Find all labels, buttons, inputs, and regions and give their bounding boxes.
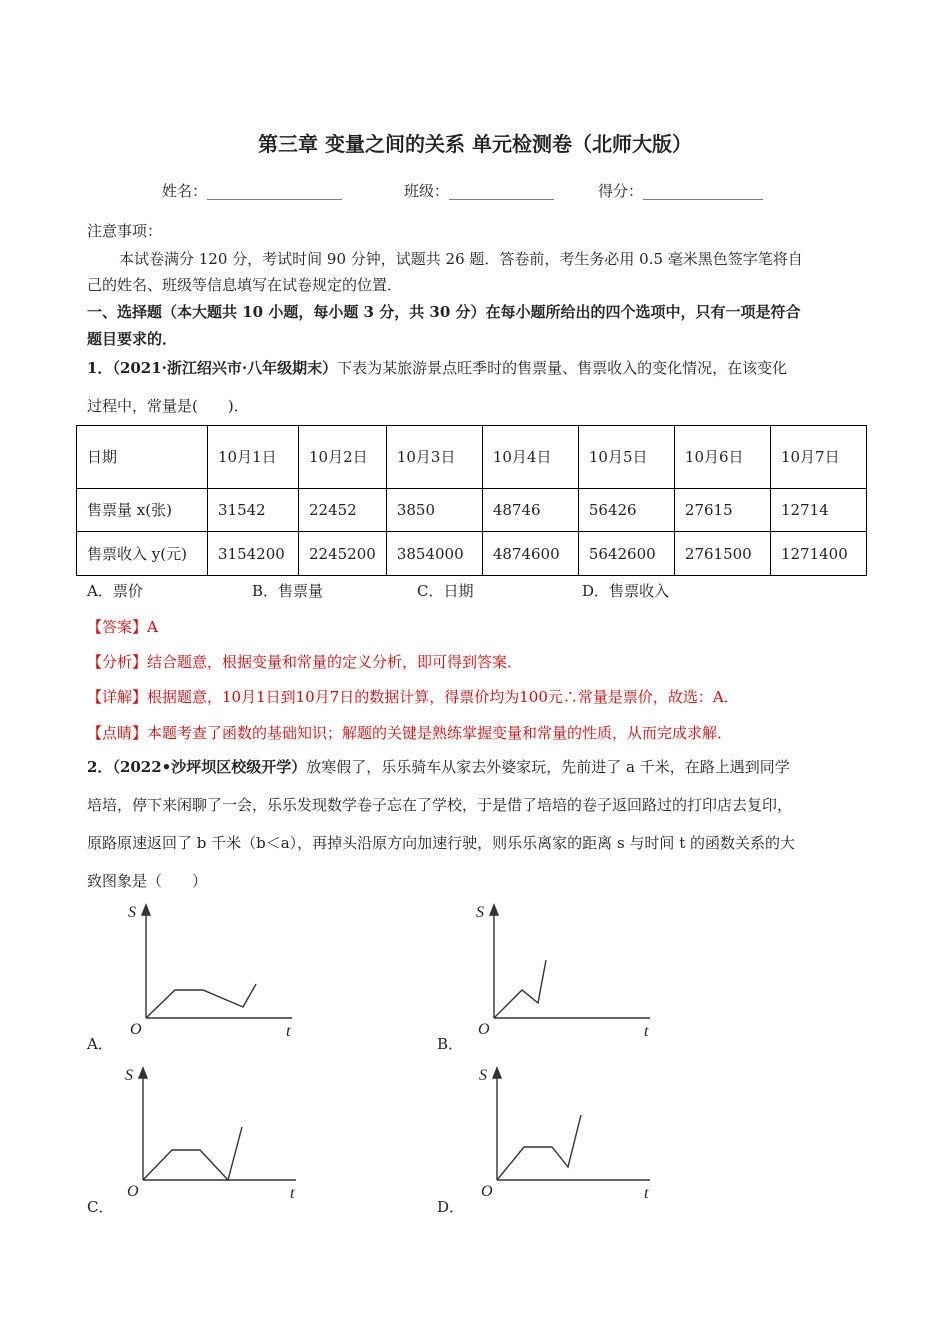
option-d: D．售票收入 (582, 582, 670, 600)
y-axis-label: S (128, 904, 136, 921)
origin-label: O (481, 1183, 493, 1200)
question-text: 放寒假了，乐乐骑车从家去外婆家玩，先前进了 a 千米，在路上遇到同学 (306, 758, 790, 776)
option-a: A．票价 (87, 582, 143, 600)
question-number: 1． (87, 359, 113, 377)
question-text: 下表为某旅游景点旺季时的售票量、售票收入的变化情况，在该变化 (337, 359, 788, 377)
table-cell: 27615 (674, 489, 770, 532)
score-field: 得分：________________ (598, 182, 764, 200)
option-c: C．日期 (417, 582, 474, 600)
comment: 【点睛】本题考查了函数的基础知识；解题的关键是熟练掌握变量和常量的性质，从而完成求解． (87, 724, 733, 742)
table-cell: 3850 (386, 489, 482, 532)
graph-line (497, 1115, 581, 1180)
table-cell: 5642600 (578, 532, 674, 576)
table-cell: 31542 (208, 489, 299, 532)
table-cell: 10月3日 (386, 426, 482, 489)
question-source: （2021·浙江绍兴市·八年级期末） (112, 359, 338, 377)
name-field: 姓名：__________________ (162, 182, 343, 200)
question-number: 2． (87, 758, 113, 776)
option-c: C． (87, 1198, 114, 1216)
notice-heading: 注意事项： (87, 222, 163, 240)
table-cell: 22452 (299, 489, 387, 532)
analysis: 【分析】结合题意，根据变量和常量的定义分析，即可得到答案． (87, 653, 523, 671)
notice-text: 本试卷满分 120 分，考试时间 90 分钟，试题共 26 题．答卷前，考生务必用 0.5 毫米黑色签字笔将自 (119, 250, 803, 268)
table-cell: 48746 (482, 489, 578, 532)
table-cell: 10月6日 (674, 426, 770, 489)
table-cell: 日期 (77, 426, 208, 489)
option-a: A． (87, 1035, 113, 1053)
y-axis-arrow (490, 905, 498, 915)
table-cell: 12714 (770, 489, 866, 532)
table-cell: 10月1日 (208, 426, 299, 489)
option-b: B． (437, 1035, 464, 1053)
origin-label: O (130, 1021, 142, 1038)
table-cell: 售票量 x(张) (77, 489, 208, 532)
option-d: D． (437, 1198, 465, 1216)
table-cell: 56426 (578, 489, 674, 532)
x-axis-label: t (290, 1185, 295, 1202)
x-axis-label: t (644, 1023, 649, 1040)
y-axis-label: S (479, 1067, 487, 1084)
question-text: 培培，停下来闲聊了一会，乐乐发现数学卷子忘在了学校，于是借了培培的卷子返回路过的打印店去复印， (87, 796, 793, 814)
table-cell: 10月7日 (770, 426, 866, 489)
question-text: 原路原速返回了 b 千米（b＜a），再掉头沿原方向加速行驶，则乐乐离家的距离 s 与时间 t 的函数关系的大 (87, 834, 795, 852)
table-cell: 10月5日 (578, 426, 674, 489)
option-b: B．售票量 (252, 582, 324, 600)
question-text: 过程中，常量是( )． (87, 397, 249, 415)
y-axis-label: S (476, 904, 484, 921)
y-axis-arrow (493, 1068, 501, 1078)
origin-label: O (127, 1183, 139, 1200)
origin-label: O (478, 1021, 490, 1038)
class-field: 班级：______________ (404, 182, 555, 200)
page-title: 第三章 变量之间的关系 单元检测卷（北师大版） (258, 132, 692, 156)
table-cell: 3154200 (208, 532, 299, 576)
graph-line (494, 960, 546, 1018)
x-axis-label: t (286, 1023, 291, 1040)
notice-text: 己的姓名、班级等信息填写在试卷规定的位置． (87, 276, 403, 294)
y-axis-label: S (125, 1067, 133, 1084)
table-cell: 10月2日 (299, 426, 387, 489)
detail: 【详解】根据题意，10月1日到10月7日的数据计算，得票价均为100元∴常量是票价，故选：A． (87, 688, 739, 706)
y-axis-arrow (139, 1068, 147, 1078)
table-cell: 3854000 (386, 532, 482, 576)
question-source: （2022•沙坪坝区校级开学） (112, 758, 307, 776)
section-heading: 题目要求的． (87, 330, 178, 348)
table-cell: 2245200 (299, 532, 387, 576)
question-text: 致图象是（ ） (87, 872, 208, 890)
table-cell: 10月4日 (482, 426, 578, 489)
table-cell: 售票收入 y(元) (77, 532, 208, 576)
section-heading: 一、选择题（本大题共 10 小题，每小题 3 分，共 30 分）在每小题所给出的四个选项中，只有一项是符合 (87, 303, 801, 321)
graph-line (143, 1127, 242, 1180)
x-axis-label: t (644, 1185, 649, 1202)
y-axis-arrow (142, 905, 150, 915)
graph-line (146, 984, 256, 1018)
table-cell: 1271400 (770, 532, 866, 576)
table-cell: 2761500 (674, 532, 770, 576)
answer: 【答案】A (87, 618, 158, 636)
table-cell: 4874600 (482, 532, 578, 576)
